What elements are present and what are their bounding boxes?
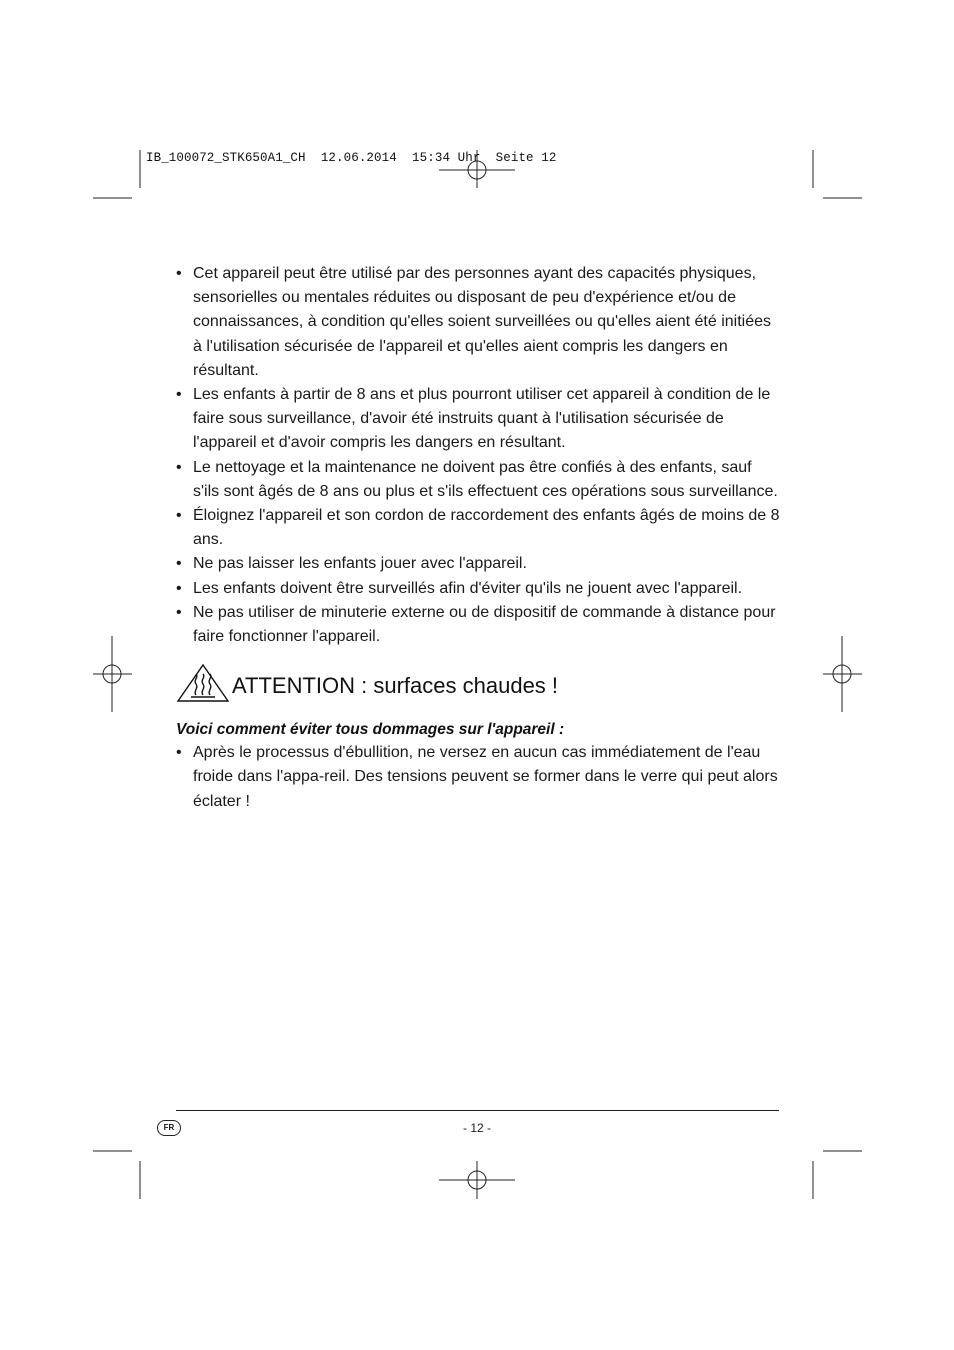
print-slug: IB_100072_STK650A1_CH 12.06.2014 15:34 Uhr Seite 12 [146,151,557,165]
list-item-text: Les enfants à partir de 8 ans et plus pourront utiliser cet appareil à condition de le faire sous surveillance, d'avoir été instruits quant à l'utilisation sécurisée de l'appareil et d'avoir compris les dangers en résultant. [193,386,771,452]
list-item-text: Cet appareil peut être utilisé par des personnes ayant des capacités physiques, sensorielles ou mentales réduites ou disposant de peu d'expérience et/ou de connaissances, à condition qu'elles soient surveillées ou qu'elles aient été initiées à l'utilisation sécurisée de l'appareil et qu'elles aient compris les dangers en résultant. [193,265,772,379]
list-item [176,577,780,601]
bullet-symbol: • [176,386,182,404]
hot-surface-warning-icon [176,663,230,703]
damage-list [176,741,780,814]
bullet-symbol: • [176,555,182,573]
list-item [176,741,780,814]
list-item [176,456,780,504]
list-item-text: Ne pas utiliser de minuterie externe ou de dispositif de commande à distance pour faire fonctionner l'appareil. [193,603,776,646]
list-item-text: Les enfants doivent être surveillés afin d'éviter qu'ils ne jouent avec l'appareil. [193,579,743,597]
list-item [176,262,780,383]
subheading: Voici comment éviter tous dommages sur l'appareil : [176,721,565,739]
list-item [176,504,780,552]
page-number: - 12 - [462,1121,491,1135]
bullet-symbol: • [176,265,182,282]
bullet-symbol: • [176,744,182,762]
list-item [176,552,780,576]
list-item-text: Le nettoyage et la maintenance ne doivent pas être confiés à des enfants, sauf s'ils sont âgés de 8 ans ou plus et s'ils effectuent ces opérations sous surveillance. [193,458,778,500]
attention-block [176,663,780,711]
bullet-symbol: • [176,507,182,525]
page-content [176,262,780,814]
list-item-text: Après le processus d'ébullition, ne versez en aucun cas immédiatement de l'eau froide dans l'appa-reil. Des tensions peuvent se former dans le verre qui peut alors éclater ! [193,744,778,810]
bullet-symbol: • [176,458,182,476]
attention-heading: ATTENTION : surfaces chaudes ! [232,673,559,699]
safety-list [176,262,780,649]
footer-divider [176,1110,779,1111]
list-item-text: Ne pas laisser les enfants jouer avec l'appareil. [193,555,527,573]
list-item [176,383,780,456]
list-item-text: Éloignez l'appareil et son cordon de raccordement des enfants âgés de moins de 8 ans. [193,507,780,549]
bullet-symbol: • [176,603,182,621]
language-badge: FR [157,1120,181,1136]
list-item [176,601,780,649]
bullet-symbol: • [176,579,182,597]
